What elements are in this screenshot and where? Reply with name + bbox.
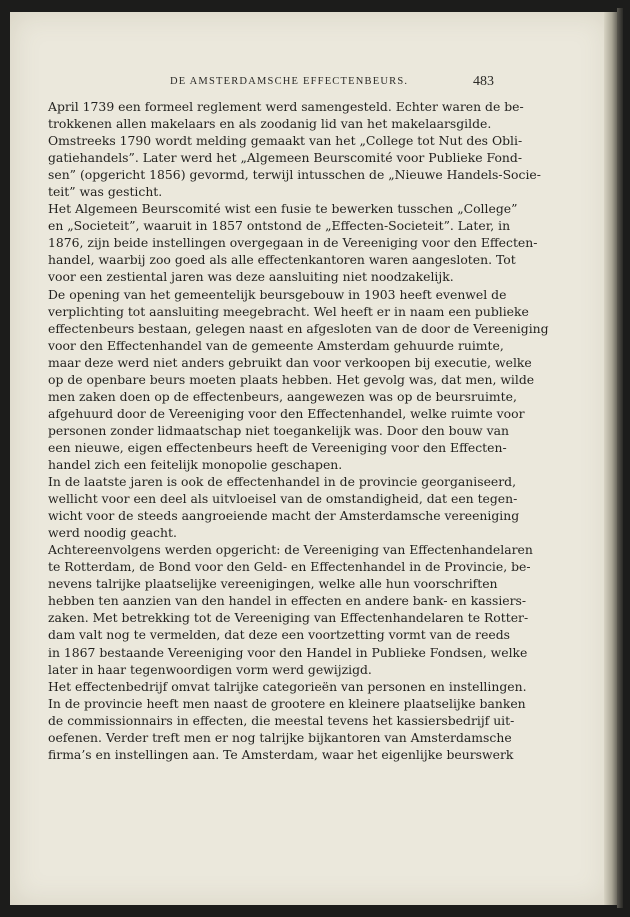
text-line: Het effectenbedrijf omvat talrijke categorieën van personen en instellingen. — [48, 678, 527, 694]
text-line: handel, waarbij zoo goed als alle effectenkantoren waren aangesloten. Tot — [48, 252, 516, 268]
text-line: voor een zestiental jaren was deze aansluiting niet noodzakelijk. — [48, 269, 454, 285]
text-line: maar deze werd niet anders gebruikt dan voor verkoopen bij executie, welke — [48, 354, 532, 370]
text-line: handel zich een feitelijk monopolie geschapen. — [48, 456, 343, 472]
text-line: een nieuwe, eigen effectenbeurs heeft de Vereeniging voor den Effecten- — [48, 439, 507, 455]
text-line: op de openbare beurs moeten plaats hebben. Het gevolg was, dat men, wilde — [48, 371, 535, 387]
text-line: 1876, zijn beide instellingen overgegaan in de Vereeniging voor den Effecten- — [48, 235, 538, 251]
text-line: sen” (opgericht 1856) gevormd, terwijl intusschen de „Nieuwe Handels-Socie- — [48, 167, 541, 183]
text-line: in 1867 bestaande Vereeniging voor den Handel in Publieke Fondsen, welke — [48, 644, 528, 660]
text-line: later in haar tegenwoordigen vorm werd gewijzigd. — [48, 661, 372, 677]
text-line: gatiehandels”. Later werd het „Algemeen Beurscomité voor Publieke Fond- — [48, 150, 523, 166]
text-line: hebben ten aanzien van den handel in effecten en andere bank- en kassiers- — [48, 593, 527, 609]
text-line: te Rotterdam, de Bond voor den Geld- en Effectenhandel in de Provincie, be- — [48, 559, 531, 575]
text-line: Omstreeks 1790 wordt melding gemaakt van het „College tot Nut des Obli- — [48, 133, 523, 149]
text-line: April 1739 een formeel reglement werd samengesteld. Echter waren de be- — [48, 99, 524, 114]
page-number: 483 — [473, 74, 494, 89]
text-line: werd noodig geacht. — [48, 525, 177, 541]
text-line: firma’s en instellingen aan. Te Amsterdam, waar het eigenlijke beurswerk — [48, 746, 514, 762]
text-line: wicht voor de steeds aangroeiende macht der Amsterdamsche vereeniging — [48, 508, 520, 524]
text-line: De opening van het gemeentelijk beursgebouw in 1903 heeft evenwel de — [48, 286, 507, 302]
text-line: wellicht voor een deel als uitvloeisel van de omstandigheid, dat een tegen- — [48, 491, 518, 507]
text-line: In de provincie heeft men naast de grootere en kleinere plaatselijke banken — [48, 695, 526, 711]
text-line: trokkenen allen makelaars en als zoodanig lid van het makelaarsgilde. — [48, 116, 492, 132]
text-line: dam valt nog te vermelden, dat deze een voortzetting vormt van de reeds — [48, 627, 511, 643]
text-line: effectenbeurs bestaan, gelegen naast en afgesloten van de door de Vereeniging — [48, 320, 549, 336]
text-line: In de laatste jaren is ook de effectenhandel in de provincie georganiseerd, — [48, 474, 517, 490]
text-line: men zaken doen op de effectenbeurs, aangewezen was op de beursruimte, — [48, 388, 517, 404]
body-text — [48, 98, 549, 763]
text-line: zaken. Met betrekking tot de Vereeniging van Effectenhandelaren te Rotter- — [48, 610, 529, 626]
text-line: nevens talrijke plaatselijke vereenigingen, welke alle hun voorschriften — [48, 576, 498, 592]
text-line: personen zonder lidmaatschap niet toegankelijk was. Door den bouw van — [48, 422, 509, 438]
text-line: teit” was gesticht. — [48, 184, 163, 200]
text-line: afgehuurd door de Vereeniging voor den Effectenhandel, welke ruimte voor — [48, 405, 525, 421]
text-line: oefenen. Verder treft men er nog talrijke bijkantoren van Amsterdamsche — [48, 729, 512, 745]
text-line: verplichting tot aansluiting meegebracht. Wel heeft er in naam een publieke — [48, 303, 529, 319]
running-title: DE AMSTERDAMSCHE EFFECTENBEURS. — [170, 76, 409, 87]
page-gutter-shadow — [604, 12, 617, 905]
book-edge — [617, 8, 623, 908]
text-line: Het Algemeen Beurscomité wist een fusie te bewerken tusschen „College” — [48, 201, 518, 217]
text-line: Achtereenvolgens werden opgericht: de Vereeniging van Effectenhandelaren — [48, 542, 533, 558]
text-line: en „Societeit”, waaruit in 1857 ontstond de „Effecten-Societeit”. Later, in — [48, 218, 511, 234]
text-line: de commissionnairs in effecten, die meestal tevens het kassiersbedrijf uit- — [48, 712, 515, 728]
text-line: voor den Effectenhandel van de gemeente Amsterdam gehuurde ruimte, — [48, 337, 504, 353]
